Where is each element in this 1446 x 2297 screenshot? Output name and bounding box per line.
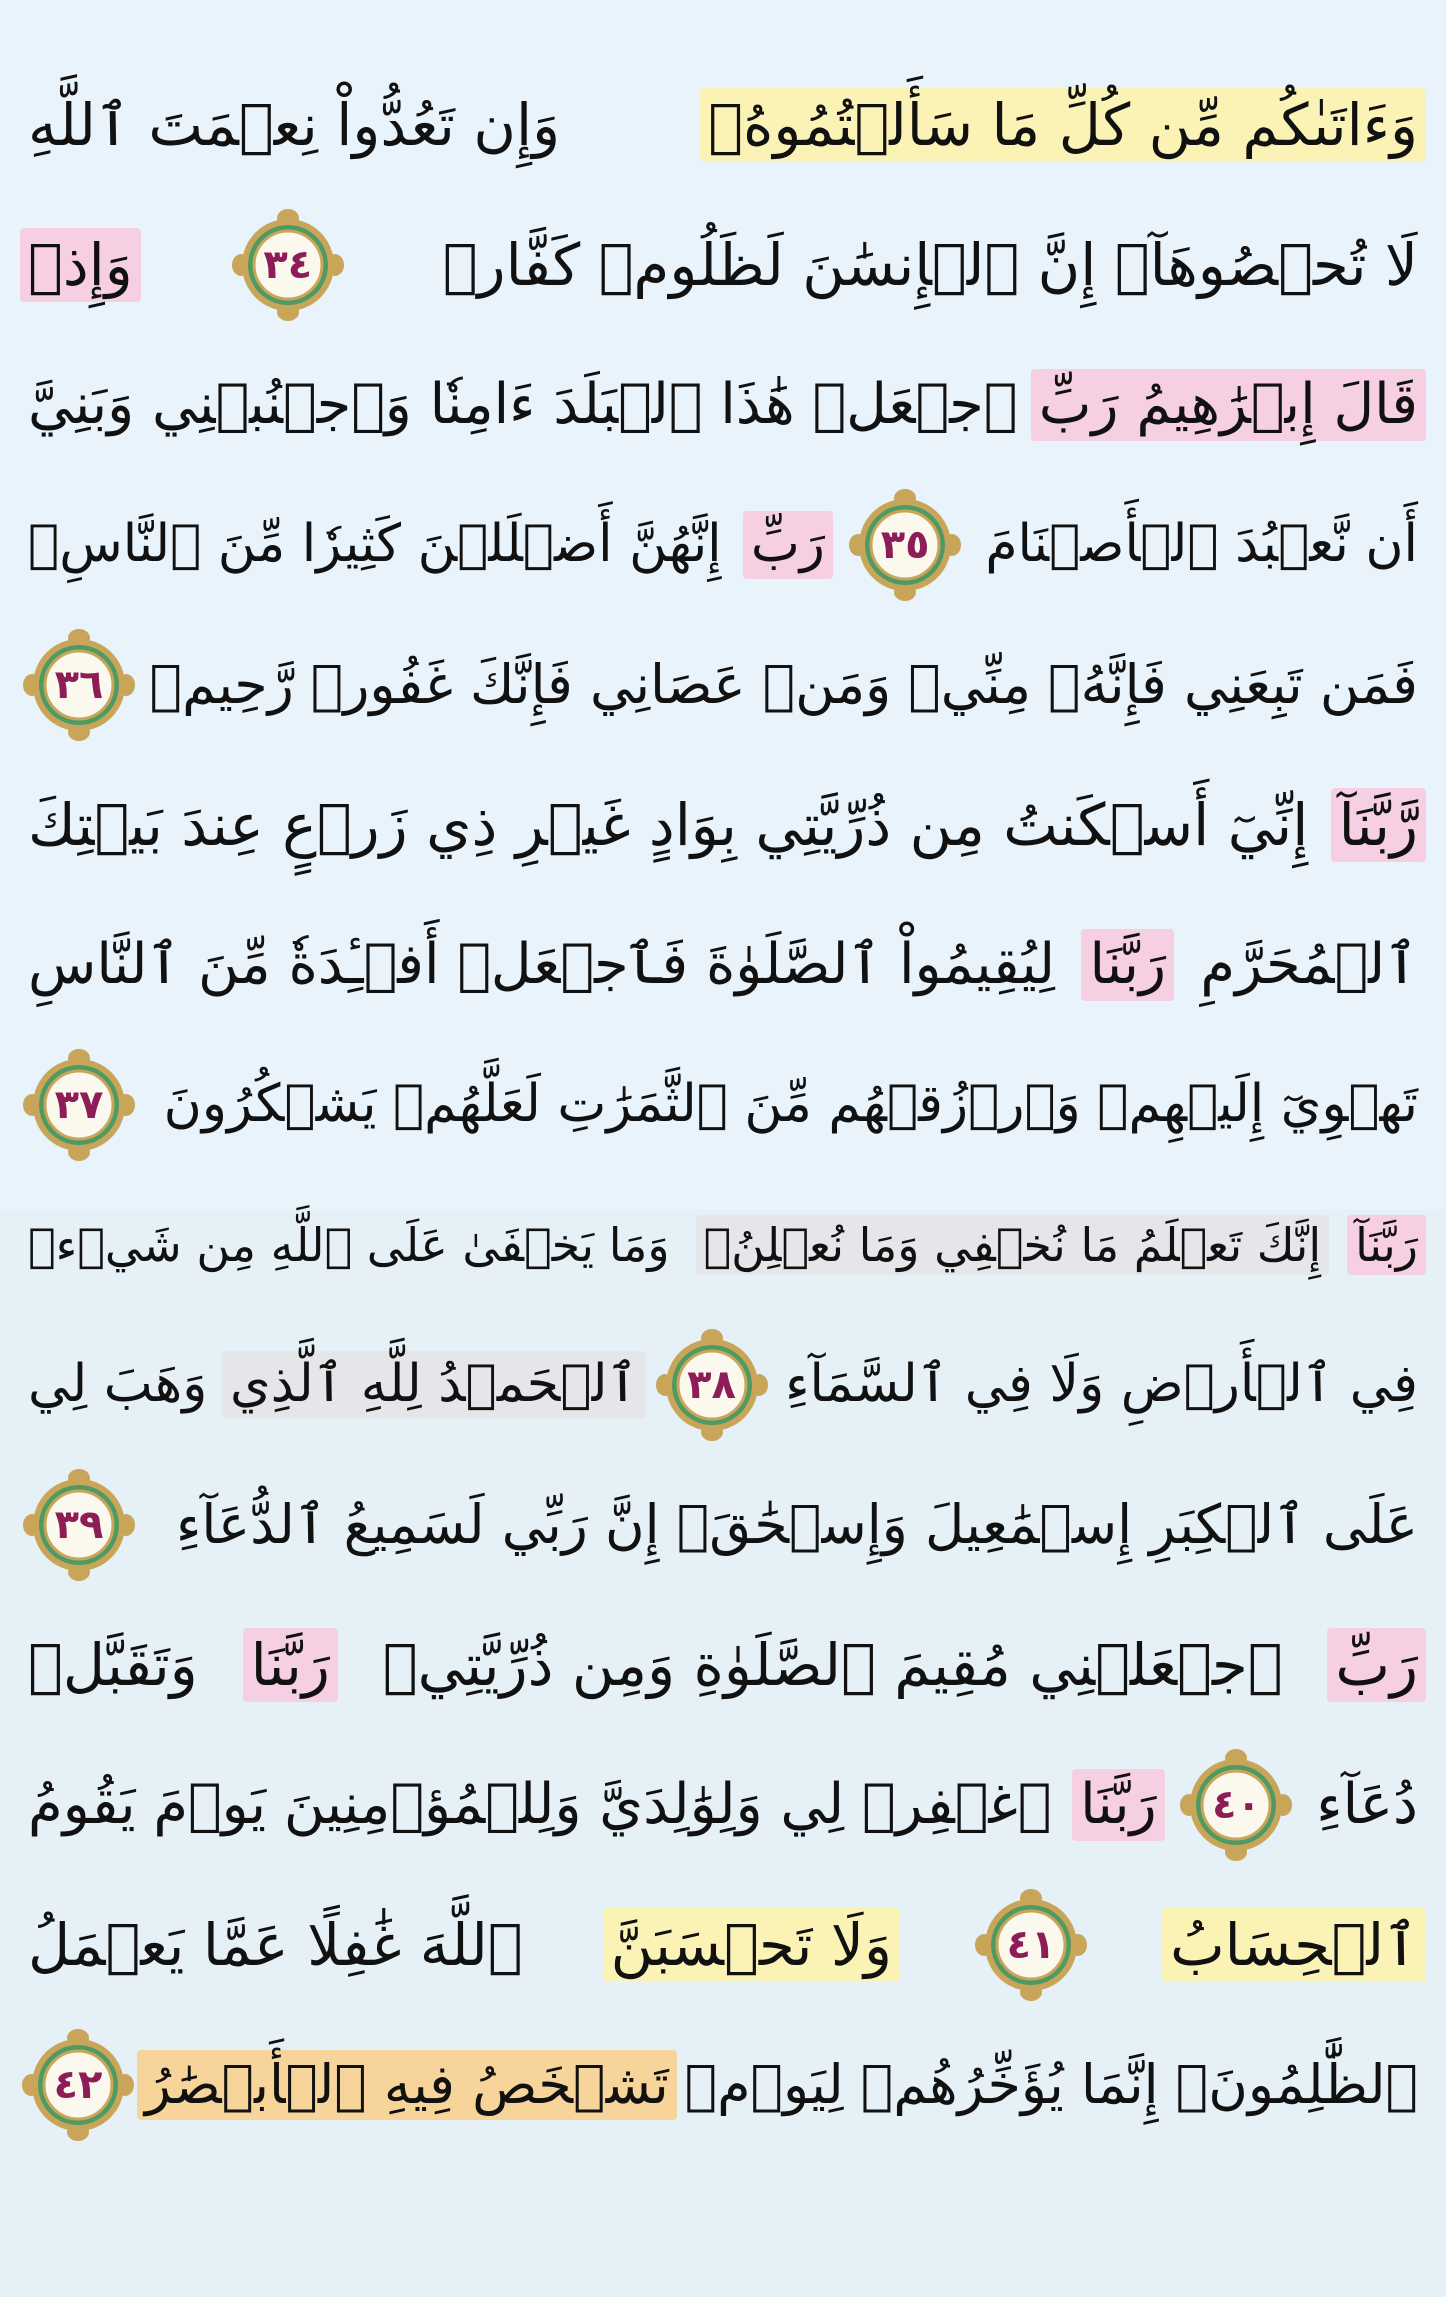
highlighted-phrase: رَّبَّنَآ — [1331, 788, 1426, 863]
highlighted-phrase: تَشۡخَصُ فِيهِ ٱلۡأَبۡصَٰرُ — [137, 2050, 677, 2120]
verse-text: وَتَقَبَّلۡ — [28, 1630, 198, 1699]
verse-marker — [20, 1046, 138, 1164]
verse-marker — [653, 1326, 771, 1444]
verse-text: لِيُقِيمُواْ ٱلصَّلَوٰةَ فَٱجۡعَلۡ أَفۡـِٔدَةٗ مِّنَ ٱلنَّاسِ — [28, 931, 1056, 997]
verse-text: وَإِن تَعُدُّواْ نِعۡمَتَ ٱللَّهِ — [28, 90, 561, 159]
verse-marker — [846, 486, 964, 604]
text-line — [20, 1456, 1426, 1594]
highlighted-phrase: رَبَّنَا — [243, 1628, 338, 1703]
text-line — [20, 336, 1426, 474]
verse-number: ٣٤ — [263, 242, 313, 288]
highlighted-phrase: إِنَّكَ تَعۡلَمُ مَا نُخۡفِي وَمَا نُعۡلِنُۗ — [696, 1215, 1330, 1276]
verse-text: تَهۡوِيٓ إِلَيۡهِمۡ وَٱرۡزُقۡهُم مِّنَ ٱلثَّمَرَٰتِ لَعَلَّهُمۡ يَشۡكُرُونَ — [163, 1074, 1418, 1135]
verse-text: ٱغۡفِرۡ لِي وَلِوَٰلِدَيَّ وَلِلۡمُؤۡمِنِينَ يَوۡمَ يَقُومُ — [28, 1771, 1052, 1837]
verse-text: ٱللَّهَ غَٰفِلًا عَمَّا يَعۡمَلُ — [28, 1910, 523, 1979]
verse-number: ٤٠ — [1212, 1782, 1261, 1828]
verse-text: إِنِّيٓ أَسۡكَنتُ مِن ذُرِّيَّتِي بِوَادٍ غَيۡرِ ذِي زَرۡعٍ عِندَ بَيۡتِكَ — [28, 790, 1309, 859]
text-line — [20, 896, 1426, 1034]
verse-number: ٣٥ — [880, 522, 930, 568]
verse-marker — [229, 206, 347, 324]
highlighted-phrase: وَءَاتَىٰكُم مِّن كُلِّ مَا سَأَلۡتُمُوهُۚ — [700, 88, 1426, 163]
highlighted-phrase: قَالَ إِبۡرَٰهِيمُ رَبِّ — [1031, 369, 1426, 441]
highlighted-phrase: رَبَّنَا — [1081, 929, 1174, 1001]
text-line — [20, 616, 1426, 754]
highlighted-phrase: ٱلۡحَمۡدُ لِلَّهِ ٱلَّذِي — [222, 1351, 646, 1419]
text-line — [20, 1736, 1426, 1874]
text-line — [20, 56, 1426, 194]
verse-text: وَمَا يَخۡفَىٰ عَلَى ٱللَّهِ مِن شَيۡءٖ — [28, 1217, 670, 1272]
verse-number: ٤١ — [1006, 1922, 1056, 1968]
text-line — [20, 1876, 1426, 2014]
text-line — [20, 476, 1426, 614]
verse-number: ٣٩ — [54, 1502, 104, 1548]
verse-marker — [1177, 1746, 1295, 1864]
verse-number: ٤٢ — [53, 2062, 103, 2108]
verse-number: ٣٦ — [54, 662, 104, 708]
highlighted-phrase: رَبَّنَآ — [1347, 1215, 1426, 1276]
verse-text: فَمَن تَبِعَنِي فَإِنَّهُۥ مِنِّيۖ وَمَنۡ عَصَانِي فَإِنَّكَ غَفُورٞ رَّحِيمٞ — [149, 652, 1418, 716]
text-line — [20, 196, 1426, 334]
text-line — [20, 1036, 1426, 1174]
highlighted-phrase: رَبَّنَا — [1072, 1769, 1165, 1841]
highlighted-phrase: ٱلۡحِسَابُ — [1162, 1908, 1426, 1983]
verse-number: ٣٨ — [687, 1362, 736, 1408]
highlighted-phrase: وَإِذۡ — [20, 228, 141, 303]
verse-marker — [19, 2026, 137, 2144]
verse-marker — [20, 1466, 138, 1584]
verse-text: إِنَّهُنَّ أَضۡلَلۡنَ كَثِيرٗا مِّنَ ٱلنَّاسِۖ — [28, 514, 722, 575]
verse-text: ٱجۡعَلۡ هَٰذَا ٱلۡبَلَدَ ءَامِنٗا وَٱجۡنُبۡنِي وَبَنِيَّ — [28, 371, 1018, 437]
verse-text: لَا تُحۡصُوهَآۗ إِنَّ ٱلۡإِنسَٰنَ لَظَلُومٞ كَفَّارٞ — [442, 230, 1418, 299]
text-line — [20, 1176, 1426, 1314]
highlighted-phrase: رَبِّ — [1327, 1628, 1426, 1703]
text-line — [20, 1596, 1426, 1734]
verse-text: ٱلۡمُحَرَّمِ — [1200, 931, 1418, 997]
verse-text: فِي ٱلۡأَرۡضِ وَلَا فِي ٱلسَّمَآءِ — [785, 1354, 1418, 1415]
text-line — [20, 756, 1426, 894]
verse-text: ٱلظَّٰلِمُونَۚ إِنَّمَا يُؤَخِّرُهُمۡ لِيَوۡمٖ — [684, 2052, 1418, 2116]
verse-marker — [20, 626, 138, 744]
verse-text: ٱجۡعَلۡنِي مُقِيمَ ٱلصَّلَوٰةِ وَمِن ذُرِّيَّتِيۚ — [382, 1630, 1283, 1699]
text-line — [20, 1316, 1426, 1454]
highlighted-phrase: رَبِّ — [743, 511, 833, 579]
highlighted-phrase: وَلَا تَحۡسَبَنَّ — [603, 1908, 900, 1983]
text-line — [20, 2016, 1426, 2154]
verse-text: وَهَبَ لِي — [28, 1354, 208, 1415]
verse-text: أَن نَّعۡبُدَ ٱلۡأَصۡنَامَ — [985, 514, 1418, 575]
verse-marker — [972, 1886, 1090, 2004]
verse-number: ٣٧ — [54, 1082, 104, 1128]
verse-text: دُعَآءِ — [1316, 1771, 1418, 1837]
verse-text: عَلَى ٱلۡكِبَرِ إِسۡمَٰعِيلَ وَإِسۡحَٰقَۚ إِنَّ رَبِّي لَسَمِيعُ ٱلدُّعَآءِ — [176, 1492, 1418, 1556]
